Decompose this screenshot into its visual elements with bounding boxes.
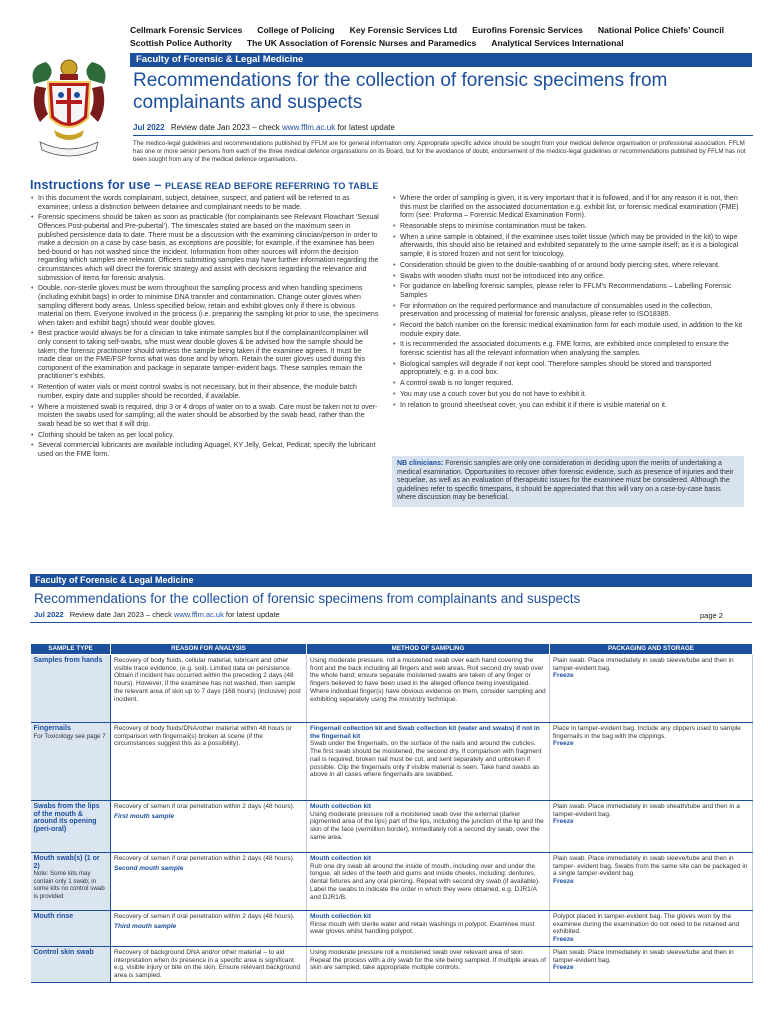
method-text: Rub one dry swab all around the inside of mouth, including over and under the tongue, all sides of the teeth and gums and inside cheeks, including: dentures, dental fixtures and any oral piercing. Repeat with second dry swab (if available). Label the swabs to indicate the order in which they were obtained, e.g. DJR1/A and DJR1/B. [310,862,540,901]
instruction-item: • Reasonable steps to minimise contamination must be taken. [392,223,744,232]
reason-text: Recovery of body fluids/DNA/other material within 48 hours or comparison with fingernail(s) broken at scene (if the circumstances suggest this as a possibility). [114,725,292,748]
packaging-cell [550,946,753,982]
mouth-sample-label: First mouth sample [114,812,174,820]
partner-name: Scottish Police Authority [130,37,232,48]
page-number: page 2 [700,611,723,620]
reason-text: Recovery of semen if oral penetration within 2 days (48 hours). [114,803,295,810]
review-date-line [133,123,395,132]
instructions-right-column [392,195,744,413]
page2-title: Recommendations for the collection of forensic specimens from complainants and suspects [34,591,581,606]
freeze-label: Freeze [553,740,574,748]
packaging-text: Plain swab. Place immediately in swab sheath/tube and then in a tamper-evident bag. [553,803,740,818]
header-divider [133,135,753,136]
partner-name: Eurofins Forensic Services [472,25,583,35]
table-row [31,801,753,853]
packaging-text: Plain swab. Place immediately in swab sleeve/tube and then in tamper-evident bag. [553,657,734,672]
faculty-banner-page2: Faculty of Forensic & Legal Medicine [30,574,752,587]
packaging-text: Place in tamper-evident bag. Include any clippers used to sample fingernails in the bag with the clippings. [553,725,741,740]
publication-date: Jul 2022 [133,123,165,132]
sample-type: Fingernails [33,725,71,732]
method-text: Using moderate pressure roll a moistened swab over relevant area of skin. Repeat the process with a dry swab for the site being sampled. If multiple areas of skin are sampled, take appropriate multiple controls. [310,948,546,972]
instruction-item: • Biological samples will degrade if not kept cool. Therefore samples should be stored and transported appropriately, e.g. in a cool box. [392,361,744,378]
freeze-label: Freeze [553,672,574,680]
table-header-row [31,644,753,655]
reason-cell [111,853,307,911]
freeze-label: Freeze [553,878,574,886]
reason-cell [111,655,307,723]
method-text: Rinse mouth with sterile water and retain washings in polypot. Examinee must wear gloves whilst handling polypot. [310,920,535,936]
method-text: Swab under the fingernails, on the surface of the nails and around the cuticles. The first swab should be moistened, the second dry. If comparison with fragment nail is required, broken nail must be cut, and sent separately and unbroken if possible. Clip the fingernails only if visible material is seen. Take hand swabs as above in all cases where fingernails are swabbed. [310,740,542,779]
sample-type-cell [31,946,111,982]
reason-cell [111,911,307,947]
instruction-item: • Forensic specimens should be taken as soon as practicable (for complainants see Relevant Flowchart ‘Sexual Offences Post-pubertal and Pre-pubertal’). The timescales stated are based on the maximum seen in published persistence data to date. There must be a discussion with the examining clinician/person in order to make a decision on a case by case basis, as exceptions are possible; for example, if the examinee has been bed-bound or has not washed since the incident. Information from other sources will inform the decision regarding which samples are relevant. Officers submitting samples may have further information regarding the circumstances which will direct the forensic strategy and assist with decisions regarding the relevance and submission of items for forensic analysis. [30,214,380,283]
collection-kit-title: Mouth collection kit [310,803,372,810]
freeze-label: Freeze [553,964,574,972]
partner-name: College of Policing [257,25,335,35]
packaging-cell [550,655,753,723]
sample-type-cell [31,911,111,947]
review-date-suffix: for latest update [337,123,395,132]
sample-type-cell [31,723,111,801]
header-packaging: PACKAGING AND STORAGE [550,644,753,655]
method-cell [307,853,550,911]
page2-review-text: Review date Jan 2023 – check [69,610,172,619]
collection-kit-title: Mouth collection kit [310,855,372,862]
sample-type: Mouth swab(s) (1 or 2) [33,855,100,870]
instruction-item: • Consideration should be given to the double-swabbing of or around body piercing sites, where relevant. [392,262,744,271]
page2-website-link[interactable]: www.fflm.ac.uk [173,610,224,619]
page2-divider [30,622,752,623]
packaging-cell [550,801,753,853]
reason-text: Recovery of background DNA and/or other material – to aid interpretation when its presence in a specific area is significant e.g. visible injury or bite on the skin. Ensure relevant background area is sampled. [114,948,301,979]
packaging-text: Plain swab. Place immediately in swab sleeve/tube and then in tamper- evident bag. Swabs from the same site can be packaged in a single tamper-evident bag. [553,855,748,878]
sample-type-cell [31,801,111,853]
partner-name: The UK Association of Forensic Nurses and Paramedics [246,37,477,48]
reason-cell [111,801,307,853]
sample-type-note: Note: Some kits may contain only 1 swab; in some kits no control swab is provided [33,870,105,900]
table-row [31,723,753,801]
review-date-text: Review date Jan 2023 – check [170,123,280,132]
packaging-cell [550,911,753,947]
instruction-item: • For guidance on labelling forensic samples, please refer to FFLM’s Recommendations – Labelling Forensic Samples [392,283,744,300]
instruction-item: • Several commercial lubricants are available including Aquagel, KY Jelly, Gelcat, Pedicat; specify the lubricant used on the FME form. [30,442,380,459]
sample-type: Swabs from the lips of the mouth & around its opening (peri-oral) [33,803,100,834]
instruction-item: • Retention of water vials or moist control swabs is not necessary, but in their absence, the module batch number, expiry date and supplier should be recorded, if available. [30,384,380,401]
instruction-item: • A control swab is no longer required. [392,380,744,389]
packaging-cell [550,723,753,801]
instructions-heading [30,178,379,192]
instruction-item: • In this document the words complainant, subject, detainee, suspect, and patient will be referred to as examinee; unless a distinction between detainee and complainant needs to be made. [30,195,380,212]
instruction-item: • Best practice would always be for a clinician to take intimate samples but if the complainant/complainer will only consent to taking self-swabs, s/he must wear double gloves & be advised how the sample should be taken; the forensic practitioner should witness the sample being taken if the examinee agrees. It must be made clear on the FME/FSP forms what was done and by whom. Retain the outer gloves used during this component of the examination and package in separate tamper-evident bags. These samples remain the practitioner’s exhibits. [30,330,380,382]
partner-name: National Police Chiefs’ Council [597,25,724,35]
method-cell [307,723,550,801]
sample-type: Samples from hands [33,657,103,664]
instruction-item: • Double, non-sterile gloves must be worn throughout the sampling process and when handling specimens (including exhibit bags) in order to minimise DNA transfer and contamination. Change outer gloves when sampling different body areas. Unless specified below, retain and exhibit gloves only if there is obvious material on them. Everyone involved in the process (i.e. preparing the sampling kit prior to use, the specimens when taken and exhibit bags) should wear double gloves. [30,285,380,328]
method-cell [307,911,550,947]
page2-date: Jul 2022 [34,610,64,619]
freeze-label: Freeze [553,818,574,826]
collection-kit-title: Fingernail collection kit and Swab collection kit (water and swabs) if not in the fingernail kit [310,725,540,740]
instruction-item: • In relation to ground sheet/seat cover, you can exhibit it if there is visible material on it. [392,402,744,411]
page2-date-line [34,610,280,619]
disclaimer-text: The medico-legal guidelines and recommendations published by FFLM are for general information only. Appropriate specific advice should be sought from your medical defence organisation or professional association. FFLM has one or more senior persons from each of the three medical defence organisations on its Board, but for the avoidance of doubt, endorsement of the medico-legal guidelines or recommendations published by FFLM has not been sought from any of the medical defence organisations. [133,140,746,164]
reason-cell [111,946,307,982]
mouth-sample-label: Third mouth sample [114,922,177,930]
instruction-item: • Where a moistened swab is required, drip 3 or 4 drops of water on to a swab. Care must be taken not to over-moisten the swabs used for sampling; all the water should be absorbed by the swab head, rather than the swab head be so wet that it will drip. [30,404,380,430]
reason-text: Recovery of semen if oral penetration within 2 days (48 hours). [114,855,295,862]
packaging-cell [550,853,753,911]
page2-review-suffix: for latest update [225,610,280,619]
instruction-item: • It is recommended the associated documents e.g. FME forms, are exhibited once completed to ensure the forensic scientist has all the relevant information when analysing the samples. [392,341,744,358]
faculty-banner: Faculty of Forensic & Legal Medicine [130,53,752,67]
method-cell [307,655,550,723]
header-method: METHOD OF SAMPLING [307,644,550,655]
table-row [31,946,753,982]
header-reason: REASON FOR ANALYSIS [111,644,307,655]
reason-text: Recovery of body fluids, cellular material, lubricant and other visible trace evidence, (e.g. soil). Limited data on persistence. Obtain if incident has occurred within the preceding 2 days (48 hours). However, if the examinee has not washed, then sample the relevant area of skin up to 7 days (168 hours) (inclusive) post incident. [114,657,301,703]
partner-name: Analytical Services International [491,37,624,48]
sample-type-cell [31,655,111,723]
table-row [31,655,753,723]
page-title: Recommendations for the collection of forensic specimens from complainants and suspects [133,70,668,113]
instructions-subtitle: PLEASE READ BEFORE REFERRING TO TABLE [165,181,379,191]
partner-name: Cellmark Forensic Services [130,25,243,35]
table-row [31,911,753,947]
sample-type: Mouth rinse [33,913,74,920]
method-text: Using moderate pressure roll a moistened swab over the external (darker pigmented area of the lips) part of the lips, including the junction of the lip and the skin of the face (vermillion border), immediately roll a second dry swab, over the same area. [310,810,544,841]
sample-type-cell [31,853,111,911]
reason-cell [111,723,307,801]
table-row [31,853,753,911]
header-sample-type: SAMPLE TYPE [31,644,111,655]
method-text: Using moderate pressure, roll a moistened swab over each hand covering the front and the back including all fingers and web areas. Roll second dry swab over the whole hand; ensure separate moistened swabs are taken of any finger or fingers believed to have been used in the alleged offence being investigated. Where individual finger(s) have obvious evidence on them, consider sampling and exhibiting separately using the moist/dry technique. [310,657,546,703]
sample-type: Control skin swab [33,948,94,956]
reason-text: Recovery of semen if oral penetration within 2 days (48 hours). [114,913,295,920]
specimen-table [30,643,753,983]
instructions-title: Instructions for use – [30,178,162,192]
instruction-item: • Swabs with wooden shafts must not be introduced into any orifice. [392,273,744,282]
method-cell [307,801,550,853]
instruction-item: • For information on the required performance and manufacture of consumables used in the collection, preservation and processing of material for forensic analysis, please refer to ISO18385. [392,303,744,320]
nb-label: NB clinicians: [397,460,444,467]
nb-text: Forensic samples are only one consideration in deciding upon the merits of undertaking a medical examination. Opportunities to recover other forensic evidence, such as presence of injuries and their sequelae, as well as an evaluation of therapeutic issues for the examinee must be considered. Although the guidelines refer to specific timespans, it should be appreciated that this will vary on a case-by-case basis where discussion may be beneficial. [397,460,734,502]
packaging-text: Plain swab. Place immediately in swab sleeve/tube and then in tamper-evident bag. [553,948,734,964]
sample-type-note: For Toxicology see page 7 [33,732,106,740]
instruction-item: • Record the batch number on the forensic medical examination form for each module used, in addition to the kit module expiry date. [392,322,744,339]
method-cell [307,946,550,982]
instruction-item: • You may use a couch cover but you do not have to exhibit it. [392,391,744,400]
mouth-sample-label: Second mouth sample [114,864,184,872]
fflm-crest-icon [26,56,112,168]
partner-name: Key Forensic Services Ltd [349,25,458,35]
nb-clinicians-box [392,456,744,507]
freeze-label: Freeze [553,936,574,944]
partner-organisations [130,24,750,49]
instruction-item: • When a urine sample is obtained, if the examinee uses toilet tissue (which may be provided in the kit) to wipe afterwards, this should also be retained and exhibited separately to the urine sample itself; as it is a biological sample, it is stored frozen and not sent for toxicology. [392,234,744,260]
instruction-item: • Where the order of sampling is given, it is very important that it is followed, and if for any reason it is not, then this must be clarified on the associated documentation e.g. exhibit list, or forensic medical examination (FME) form (see: Proforma – Forensic Medical Examination Form). [392,195,744,221]
fflm-website-link[interactable]: www.fflm.ac.uk [282,123,336,132]
instruction-item: • Clothing should be taken as per local policy. [30,432,380,441]
collection-kit-title: Mouth collection kit [310,913,372,920]
instructions-left-column [30,195,380,462]
packaging-text: Polypot placed in tamper-evident bag. The gloves worn by the examinee during the examination do not need to be retained and exhibited. [553,913,740,936]
